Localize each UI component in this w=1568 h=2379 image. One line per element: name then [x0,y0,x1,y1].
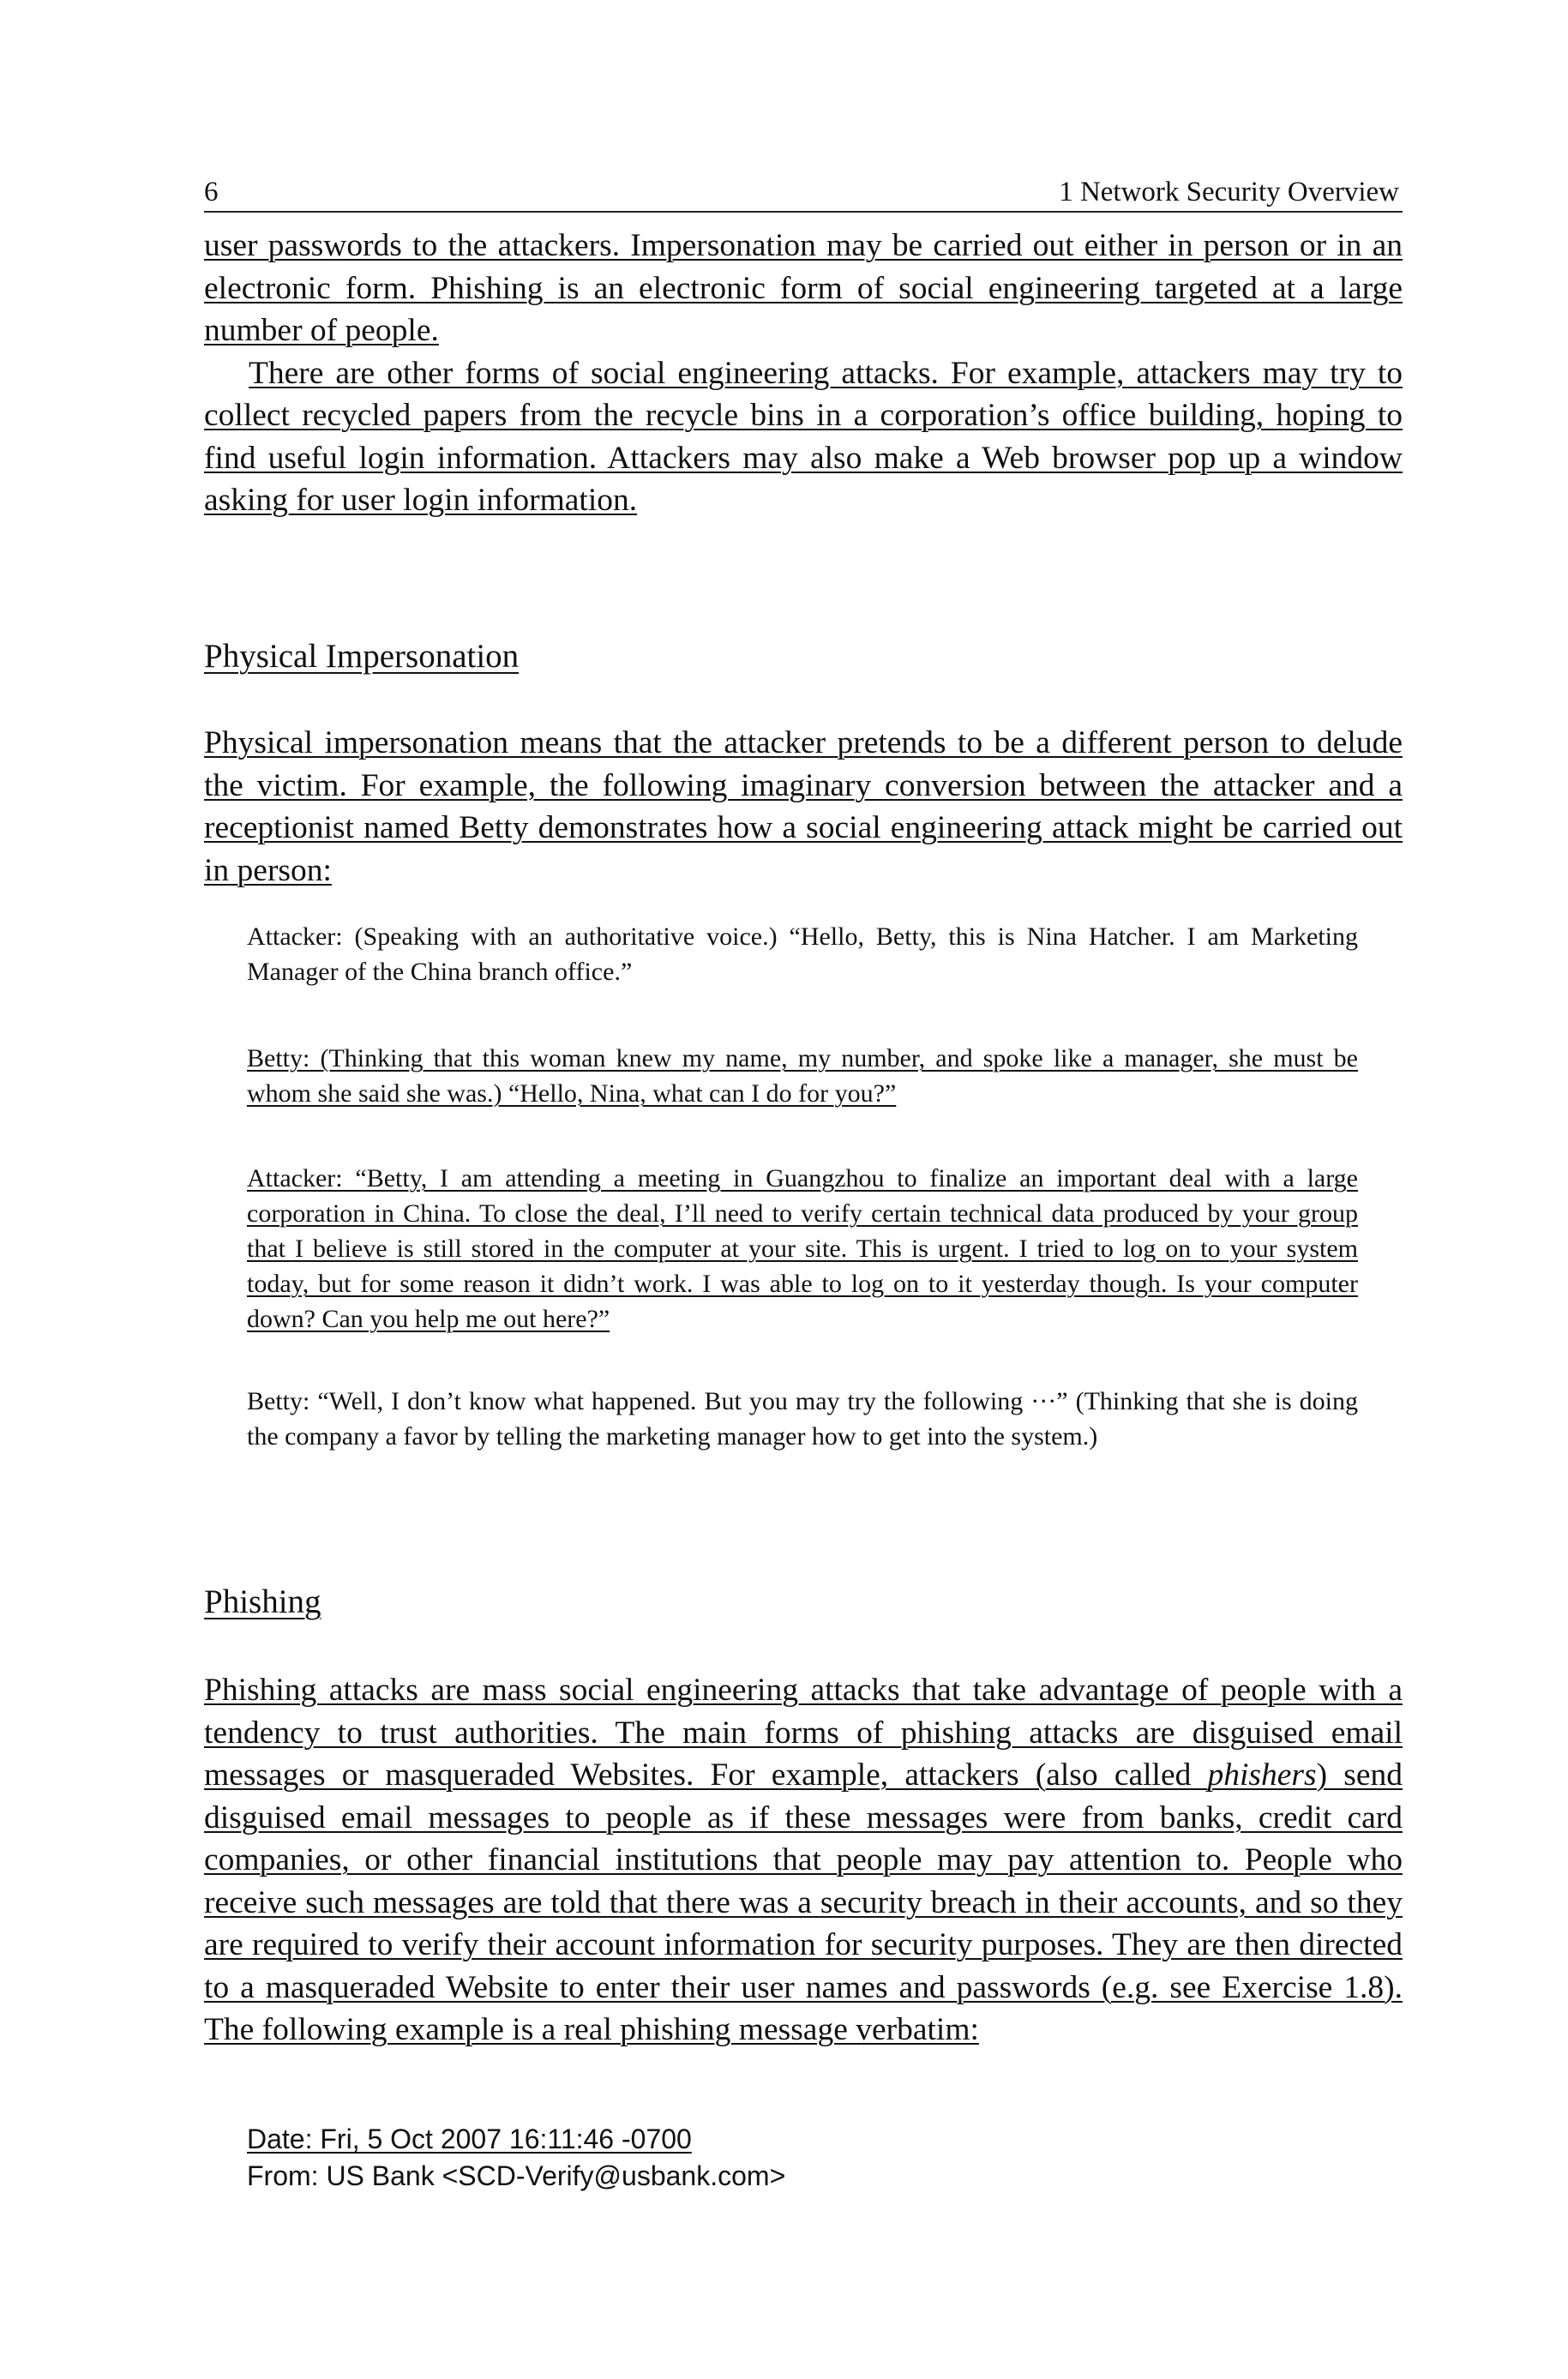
dialog-betty-1 [247,1041,1358,1111]
running-header [204,170,1403,213]
dialog-line: Attacker: “Betty, I am attending a meeting in Guangzhou to finalize an important deal with a large corporation in China. To close the deal, I’ll need to verify certain technical data produced by your group that I believe is still stored in the computer at your site. This is urgent. I tried to log on to your system today, but for some reason it didn’t work. I was able to log on to it yesterday though. Is your computer down? Can you help me out here?” [247,1164,1358,1333]
physical-paragraph [204,722,1403,892]
dialog-line: Attacker: (Speaking with an authoritative voice.) “Hello, Betty, this is Nina Hatcher. I am Marketing Manager of the China branch office.” [247,922,1358,986]
phishing-paragraph [204,1669,1403,2052]
phishers-term: phishers [1207,1757,1317,1793]
phishing-text-part-2: ) send disguised email messages to people as if these messages were from banks, credit card companies, or other financial institutions that people may pay attention to. People who receive such messages are told that there was a security breach in their accounts, and so they are required to verify their account information for security purposes. They are then directed to a masqueraded Website to enter their user names and passwords (e.g. see Exercise 1.8). The following example is a real phishing message verbatim: [204,1757,1403,2047]
page-number: 6 [204,177,219,207]
running-title: 1 Network Security Overview [1059,177,1399,207]
phishing-text-part-1: Phishing attacks are mass social engineering attacks that take advantage of people with a tendency to trust authorities. The main forms of phishing attacks are disguised email messages or masqueraded Websites. For example, attackers (also called [204,1673,1403,1793]
intro-section [204,225,1403,522]
dialog-betty-2 [247,1384,1358,1454]
phishing-text [204,1669,1403,2052]
section-heading-physical-impersonation: Physical Impersonation [204,638,520,675]
section-heading-phishing: Phishing [204,1583,321,1620]
dialog-line: Betty: (Thinking that this woman knew my name, my number, and spoke like a manager, she must be whom she said she was.) “Hello, Nina, what can I do for you?” [247,1044,1358,1108]
physical-impersonation-text: Physical impersonation means that the attacker pretends to be a different person to delude the victim. For example, the following imaginary conversion between the attacker and a receptionist named Betty demonstrates how a social engineering attack might be carried out in person: [204,725,1403,888]
email-date-line: Date: Fri, 5 Oct 2007 16:11:46 -0700 [247,2124,692,2154]
intro-paragraph-1: user passwords to the attackers. Impersonation may be carried out either in person or in an electronic form. Phishing is an electronic form of social engineering targeted at a large number of people. [204,228,1403,348]
dialog-attacker-1 [247,919,1358,989]
intro-paragraph-2: There are other forms of social engineering attacks. For example, attackers may try to collect recycled papers from the recycle bins in a corporation’s office building, hoping to find useful login information. Attackers may also make a Web browser pop up a window asking for user login information. [204,355,1403,518]
dialog-attacker-2 [247,1161,1358,1337]
dialog-line: Betty: “Well, I don’t know what happened. But you may try the following ···” (Thinking that she is doing the company a favor by telling the marketing manager how to get into the system.) [247,1387,1358,1451]
email-from-line: From: US Bank <SCD-Verify@usbank.com> [247,2160,786,2191]
phishing-email-sample [247,2121,785,2195]
